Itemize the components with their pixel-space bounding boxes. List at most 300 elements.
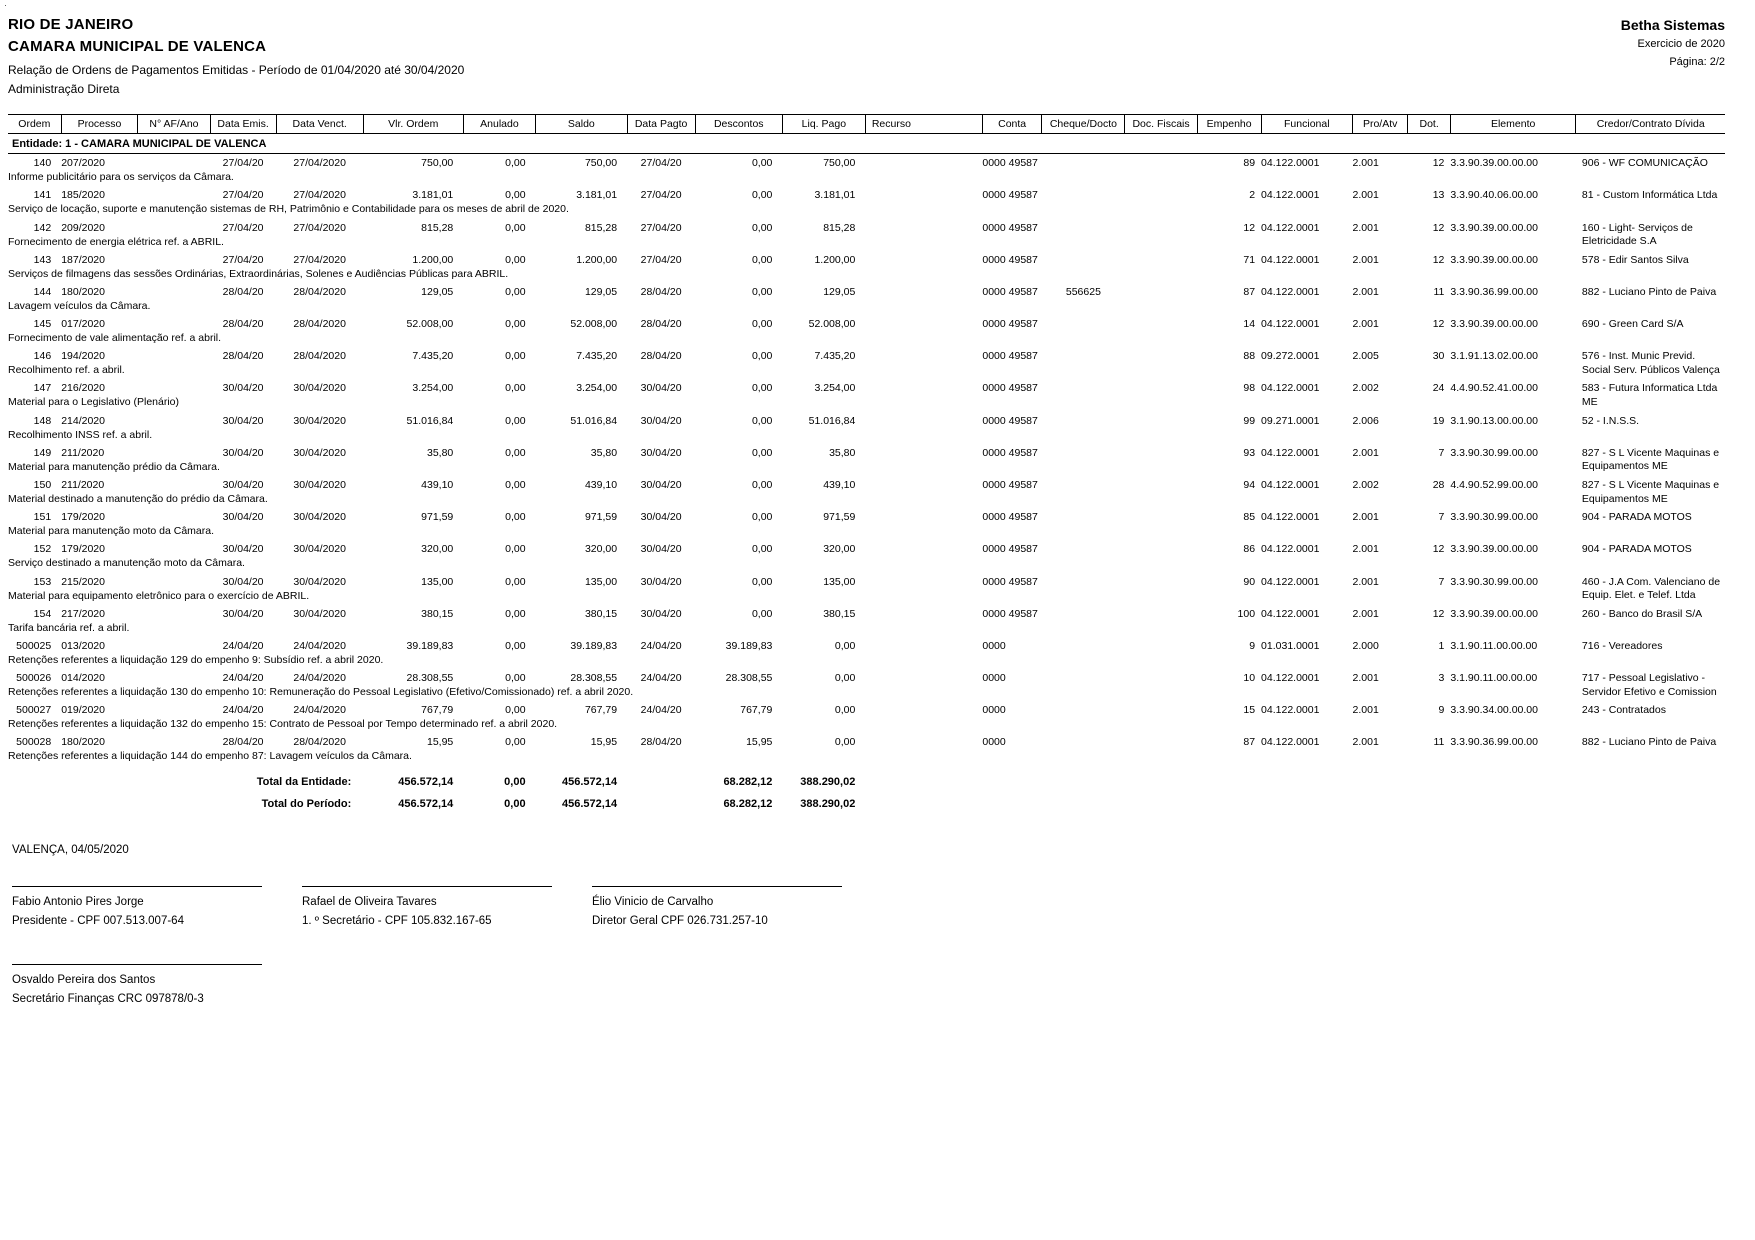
- cell-data-emis: 24/04/20: [222, 704, 264, 717]
- cell-data-venct: 30/04/2020: [293, 575, 346, 588]
- cell-ordem: 143: [33, 253, 52, 266]
- cell-elemento: 3.3.90.30.99.00.00: [1450, 575, 1538, 588]
- table-row: [8, 444, 1725, 459]
- cell-recurso: [865, 733, 982, 748]
- cell-historico: Recolhimento ref. a abril.: [8, 364, 125, 377]
- cell-historico: Material destinado a manutenção do prédio da Câmara.: [8, 493, 268, 505]
- cell-data-venct: 27/04/2020: [293, 189, 346, 202]
- cell-data-pagto: 30/04/20: [640, 479, 682, 491]
- cell-processo: 185/2020: [61, 189, 105, 202]
- cell-data-venct: 24/04/2020: [293, 704, 346, 717]
- cell-data-pagto: 27/04/20: [640, 189, 682, 202]
- cell-conta: 0000 49587: [982, 189, 1038, 202]
- cell-recurso: [865, 379, 982, 394]
- cell-ordem: 153: [33, 575, 52, 588]
- col-credor: Credor/Contrato Dívida: [1576, 115, 1725, 134]
- cell-empenho: 89: [1243, 157, 1256, 170]
- cell-liq-pago: 129,05: [823, 285, 856, 298]
- cell-processo: 014/2020: [61, 672, 105, 685]
- cell-ordem: 144: [33, 285, 52, 298]
- cell-credor: 716 - Vereadores: [1581, 639, 1663, 652]
- cell-descontos: 0,00: [751, 414, 773, 427]
- cell-credor: 827 - S L Vicente Maquinas e Equipamentos ME: [1581, 446, 1720, 473]
- cell-empenho: 86: [1243, 543, 1256, 556]
- cell-cheque-docto: [1042, 315, 1125, 330]
- cell-empenho: 94: [1243, 479, 1256, 491]
- cell-processo: 019/2020: [61, 704, 105, 717]
- col-dot: Dot.: [1408, 115, 1451, 134]
- cell-processo: 187/2020: [61, 253, 105, 266]
- cell-vlr-ordem: 51.016,84: [406, 414, 454, 427]
- brand-label: Betha Sistemas: [1620, 17, 1725, 33]
- totals-row: [8, 788, 1725, 810]
- table-row: [8, 733, 1725, 748]
- table-row-description: [8, 555, 1725, 572]
- cell-liq-pago: 7.435,20: [814, 350, 856, 363]
- cell-recurso: [865, 412, 982, 427]
- cell-empenho: 90: [1243, 575, 1256, 588]
- cell-ordem: 154: [33, 607, 52, 620]
- cell-processo: 211/2020: [61, 446, 105, 459]
- cell-recurso: [865, 637, 982, 652]
- col-liq-pago: Liq. Pago: [782, 115, 865, 134]
- cell-descontos: 0,00: [751, 511, 773, 524]
- cell-af-ano: [138, 283, 210, 298]
- cell-recurso: [865, 701, 982, 716]
- cell-saldo: 3.254,00: [576, 382, 618, 395]
- cell-af-ano: [138, 379, 210, 394]
- table-row: [8, 637, 1725, 652]
- cell-processo: 214/2020: [61, 414, 105, 427]
- cell-pro-atv: 2.005: [1352, 350, 1379, 363]
- cell-saldo: 35,80: [590, 446, 618, 459]
- cell-processo: 179/2020: [61, 511, 105, 524]
- cell-anulado: 0,00: [505, 414, 526, 427]
- cell-anulado: 0,00: [505, 704, 526, 717]
- cell-data-emis: 30/04/20: [222, 607, 264, 620]
- cell-cheque-docto: [1042, 476, 1125, 491]
- cell-elemento: 3.3.90.34.00.00.00: [1450, 704, 1538, 717]
- cell-doc-fiscais: [1125, 347, 1197, 362]
- cell-historico: Material para manutenção moto da Câmara.: [8, 525, 215, 538]
- cell-data-emis: 30/04/20: [222, 382, 264, 395]
- cell-anulado: 0,00: [505, 736, 526, 749]
- cell-elemento: 3.3.90.39.00.00.00: [1450, 253, 1538, 266]
- table-row-description: [8, 588, 1725, 605]
- cell-pro-atv: 2.001: [1352, 672, 1379, 685]
- table-row-description: [8, 620, 1725, 637]
- cell-data-pagto: 24/04/20: [640, 672, 682, 685]
- cell-data-venct: 30/04/2020: [293, 446, 346, 459]
- cell-conta: 0000: [982, 704, 1006, 717]
- cell-ordem: 145: [33, 318, 52, 331]
- cell-ordem: 151: [33, 511, 52, 524]
- cell-data-emis: 28/04/20: [222, 736, 264, 749]
- cell-funcional: 04.122.0001: [1261, 318, 1320, 331]
- cell-vlr-ordem: 1.200,00: [412, 253, 454, 266]
- cell-credor: 578 - Edir Santos Silva: [1581, 253, 1689, 266]
- cell-anulado: 0,00: [505, 253, 526, 266]
- cell-ordem: 147: [33, 382, 52, 395]
- cell-vlr-ordem: 7.435,20: [412, 350, 454, 363]
- table-row: [8, 412, 1725, 427]
- cell-funcional: 04.122.0001: [1261, 221, 1320, 234]
- table-row: [8, 476, 1725, 491]
- signature-name: Osvaldo Pereira dos Santos: [12, 973, 156, 986]
- signature-role: Secretário Finanças CRC 097878/0-3: [12, 993, 204, 1006]
- cell-anulado: 0,00: [505, 575, 526, 588]
- cell-pro-atv: 2.001: [1352, 511, 1379, 524]
- cell-data-venct: 28/04/2020: [293, 285, 346, 298]
- cell-pro-atv: 2.002: [1352, 382, 1379, 395]
- cell-af-ano: [138, 637, 210, 652]
- cell-funcional: 04.122.0001: [1261, 543, 1320, 556]
- cell-credor: 260 - Banco do Brasil S/A: [1581, 607, 1703, 620]
- cell-pro-atv: 2.001: [1352, 285, 1379, 298]
- cell-af-ano: [138, 573, 210, 588]
- cell-empenho: 85: [1243, 511, 1256, 524]
- table-row-description: [8, 266, 1725, 283]
- cell-af-ano: [138, 186, 210, 201]
- cell-data-venct: 30/04/2020: [293, 382, 346, 395]
- cell-cheque-docto: [1042, 733, 1125, 748]
- cell-liq-pago: 51.016,84: [808, 414, 856, 427]
- cell-doc-fiscais: [1125, 219, 1197, 234]
- cell-descontos: 0,00: [751, 189, 773, 202]
- cell-data-pagto: 28/04/20: [640, 350, 682, 363]
- cell-dot: 12: [1432, 607, 1445, 620]
- cell-pro-atv: 2.001: [1352, 318, 1379, 331]
- cell-funcional: 04.122.0001: [1261, 736, 1320, 749]
- cell-elemento: 3.3.90.39.00.00.00: [1450, 607, 1538, 620]
- cell-historico: Retenções referentes a liquidação 129 do empenho 9: Subsídio ref. a abril 2020.: [8, 653, 384, 666]
- cell-anulado: 0,00: [505, 446, 526, 459]
- cell-data-venct: 28/04/2020: [293, 318, 346, 331]
- cell-anulado: 0,00: [505, 639, 526, 652]
- header-left: [8, 14, 464, 98]
- col-empenho: Empenho: [1197, 115, 1261, 134]
- cell-conta: 0000 49587: [982, 607, 1038, 620]
- cell-cheque-docto: 556625: [1065, 285, 1101, 298]
- cell-liq-pago: 971,59: [823, 511, 856, 524]
- cell-historico: Recolhimento INSS ref. a abril.: [8, 428, 153, 441]
- cell-dot: 12: [1432, 221, 1445, 234]
- cell-ordem: 140: [33, 157, 52, 170]
- cell-cheque-docto: [1042, 508, 1125, 523]
- cell-doc-fiscais: [1125, 154, 1197, 170]
- cell-descontos: 28.308,55: [725, 672, 773, 685]
- cell-liq-pago: 1.200,00: [814, 253, 856, 266]
- cell-pro-atv: 2.006: [1352, 414, 1379, 427]
- cell-elemento: 3.3.90.30.99.00.00: [1450, 446, 1538, 459]
- table-row-description: [8, 234, 1725, 251]
- cell-saldo: 767,79: [584, 704, 618, 717]
- cell-historico: Lavagem veículos da Câmara.: [8, 299, 151, 312]
- cell-anulado: 0,00: [505, 221, 526, 234]
- col-pro-atv: Pro/Atv: [1353, 115, 1408, 134]
- cell-empenho: 9: [1249, 639, 1256, 652]
- table-row-description: [8, 362, 1725, 379]
- cell-pro-atv: 2.002: [1352, 479, 1379, 491]
- cell-doc-fiscais: [1125, 605, 1197, 620]
- cell-descontos: 0,00: [751, 446, 773, 459]
- cell-elemento: 3.1.90.13.00.00.00: [1450, 414, 1538, 427]
- cell-doc-fiscais: [1125, 540, 1197, 555]
- cell-liq-pago: 380,15: [823, 607, 856, 620]
- cell-saldo: 135,00: [584, 575, 618, 588]
- cell-conta: 0000 49587: [982, 318, 1038, 331]
- signature-block: [302, 886, 582, 932]
- totals-row: [8, 766, 1725, 788]
- cell-conta: 0000 49587: [982, 414, 1038, 427]
- cell-processo: 216/2020: [61, 382, 105, 395]
- cell-anulado: 0,00: [505, 318, 526, 331]
- cell-conta: 0000: [982, 639, 1006, 652]
- cell-liq-pago: 439,10: [823, 479, 856, 491]
- cell-empenho: 100: [1237, 607, 1256, 620]
- cell-conta: 0000 49587: [982, 543, 1038, 556]
- cell-recurso: [865, 251, 982, 266]
- cell-data-emis: 27/04/20: [222, 157, 264, 170]
- cell-historico: Fornecimento de energia elétrica ref. a ABRIL.: [8, 235, 224, 248]
- cell-vlr-ordem: 3.254,00: [412, 382, 454, 395]
- cell-af-ano: [138, 251, 210, 266]
- cell-dot: 1: [1438, 639, 1445, 652]
- cell-cheque-docto: [1042, 573, 1125, 588]
- cell-elemento: 3.1.90.11.00.00.00: [1450, 672, 1538, 685]
- cell-af-ano: [138, 669, 210, 684]
- cell-recurso: [865, 444, 982, 459]
- cell-pro-atv: 2.001: [1352, 189, 1379, 202]
- cell-credor: 906 - WF COMUNICAÇÃO: [1581, 157, 1708, 170]
- col-cheque-docto: Cheque/Docto: [1042, 115, 1125, 134]
- table-row-description: [8, 298, 1725, 315]
- report-subtitle: Relação de Ordens de Pagamentos Emitidas - Período de 01/04/2020 até 30/04/2020: [8, 62, 465, 77]
- cell-vlr-ordem: 52.008,00: [406, 318, 454, 331]
- cell-pro-atv: 2.001: [1352, 575, 1379, 588]
- cell-anulado: 0,00: [505, 189, 526, 202]
- cell-credor: 904 - PARADA MOTOS: [1581, 543, 1692, 556]
- cell-af-ano: [138, 154, 210, 170]
- table-row: [8, 701, 1725, 716]
- col-descontos: Descontos: [695, 115, 782, 134]
- cell-cheque-docto: [1042, 219, 1125, 234]
- cell-af-ano: [138, 605, 210, 620]
- cell-anulado: 0,00: [505, 511, 526, 524]
- cell-saldo: 39.189,83: [570, 639, 618, 652]
- cell-anulado: 0,00: [505, 672, 526, 685]
- cell-funcional: 04.122.0001: [1261, 446, 1320, 459]
- cell-liq-pago: 750,00: [823, 157, 856, 170]
- cell-credor: 160 - Light- Serviços de Eletricidade S.A: [1581, 221, 1693, 248]
- col-doc-fiscais: Doc. Fiscais: [1125, 115, 1197, 134]
- cell-data-pagto: 30/04/20: [640, 511, 682, 524]
- cell-elemento: 3.3.90.39.00.00.00: [1450, 157, 1538, 170]
- table-row: [8, 573, 1725, 588]
- table-header-row: [8, 115, 1725, 134]
- totals-label: Total da Entidade:: [256, 775, 352, 788]
- col-vlr-ordem: Vlr. Ordem: [363, 115, 463, 134]
- cell-data-pagto: 27/04/20: [640, 253, 682, 266]
- table-row-description: [8, 201, 1725, 218]
- cell-processo: 217/2020: [61, 607, 105, 620]
- signature-role: Diretor Geral CPF 026.731.257-10: [592, 915, 768, 928]
- cell-ordem: 149: [33, 446, 52, 459]
- cell-af-ano: [138, 733, 210, 748]
- cell-data-venct: 30/04/2020: [293, 414, 346, 427]
- signature-row-secondary: [12, 964, 1725, 1010]
- signature-block: [12, 964, 292, 1010]
- cell-liq-pago: 815,28: [823, 221, 856, 234]
- cell-processo: 207/2020: [61, 157, 105, 170]
- cell-anulado: 0,00: [505, 607, 526, 620]
- totals-anulado: 0,00: [504, 797, 526, 810]
- cell-data-venct: 30/04/2020: [293, 607, 346, 620]
- cell-af-ano: [138, 412, 210, 427]
- cell-pro-atv: 2.001: [1352, 221, 1379, 234]
- table-row: [8, 540, 1725, 555]
- cell-funcional: 04.122.0001: [1261, 189, 1320, 202]
- cell-data-venct: 27/04/2020: [293, 157, 346, 170]
- cell-data-pagto: 24/04/20: [640, 639, 682, 652]
- cell-cheque-docto: [1042, 186, 1125, 201]
- cell-processo: 017/2020: [61, 318, 105, 331]
- signature-role: 1. º Secretário - CPF 105.832.167-65: [302, 915, 492, 928]
- cell-data-pagto: 27/04/20: [640, 157, 682, 170]
- cell-descontos: 0,00: [751, 479, 773, 491]
- cell-saldo: 815,28: [584, 221, 618, 234]
- cell-funcional: 04.122.0001: [1261, 511, 1320, 524]
- cell-funcional: 04.122.0001: [1261, 253, 1320, 266]
- cell-ordem: 141: [33, 189, 52, 202]
- cell-ordem: 146: [33, 350, 52, 363]
- cell-anulado: 0,00: [505, 479, 526, 491]
- cell-credor: 690 - Green Card S/A: [1581, 318, 1684, 331]
- table-row: [8, 669, 1725, 684]
- cell-ordem: 500026: [16, 672, 52, 685]
- cell-empenho: 98: [1243, 382, 1256, 395]
- cell-vlr-ordem: 380,15: [421, 607, 454, 620]
- cell-conta: 0000 49587: [982, 157, 1038, 170]
- cell-dot: 7: [1438, 511, 1445, 524]
- cell-descontos: 0,00: [751, 221, 773, 234]
- cell-saldo: 971,59: [584, 511, 618, 524]
- signature-line: [592, 886, 842, 888]
- report-footer: [8, 844, 1725, 1010]
- page-corner-tick: ·: [4, 0, 7, 10]
- col-processo: Processo: [61, 115, 138, 134]
- cell-conta: 0000 49587: [982, 479, 1038, 491]
- table-row: [8, 508, 1725, 523]
- signature-row-primary: [12, 886, 1725, 932]
- totals-vlr-ordem: 456.572,14: [398, 797, 454, 810]
- signature-block: [12, 886, 292, 932]
- cell-data-emis: 30/04/20: [222, 414, 264, 427]
- table-row-description: [8, 523, 1725, 540]
- col-funcional: Funcional: [1261, 115, 1352, 134]
- cell-data-emis: 30/04/20: [222, 543, 264, 556]
- totals-descontos: 68.282,12: [723, 775, 773, 788]
- cell-ordem: 148: [33, 414, 52, 427]
- cell-historico: Serviço de locação, suporte e manutenção sistemas de RH, Patrimônio e Contabilidade para os meses de abril de 2020.: [8, 203, 569, 216]
- cell-data-emis: 30/04/20: [222, 446, 264, 459]
- signature-name: Élio Vinicio de Carvalho: [592, 895, 714, 908]
- cell-elemento: 3.3.90.36.99.00.00: [1450, 285, 1538, 298]
- totals-saldo: 456.572,14: [562, 775, 618, 788]
- cell-pro-atv: 2.001: [1352, 157, 1379, 170]
- cell-ordem: 500025: [16, 639, 52, 652]
- cell-data-emis: 28/04/20: [222, 350, 264, 363]
- signature-line: [302, 886, 552, 888]
- cell-empenho: 88: [1243, 350, 1256, 363]
- table-row: [8, 315, 1725, 330]
- table-row-description: [8, 491, 1725, 508]
- cell-historico: Material para manutenção prédio da Câmara.: [8, 460, 220, 473]
- cell-doc-fiscais: [1125, 412, 1197, 427]
- cell-af-ano: [138, 219, 210, 234]
- cell-recurso: [865, 669, 982, 684]
- signature-name: Fabio Antonio Pires Jorge: [12, 895, 144, 908]
- signature-name: Rafael de Oliveira Tavares: [302, 895, 437, 908]
- cell-empenho: 2: [1249, 189, 1256, 202]
- cell-empenho: 87: [1243, 285, 1256, 298]
- cell-credor: 576 - Inst. Munic Previd. Social Serv. Públicos Valença: [1581, 350, 1720, 376]
- col-data-emis: Data Emis.: [210, 115, 276, 134]
- cell-elemento: 3.1.91.13.02.00.00: [1450, 350, 1538, 363]
- cell-cheque-docto: [1042, 412, 1125, 427]
- place-date: VALENÇA, 04/05/2020: [12, 843, 129, 856]
- table-row: [8, 251, 1725, 266]
- cell-doc-fiscais: [1125, 637, 1197, 652]
- cell-ordem: 152: [33, 543, 52, 556]
- cell-vlr-ordem: 35,80: [426, 446, 454, 459]
- cell-doc-fiscais: [1125, 444, 1197, 459]
- cell-vlr-ordem: 3.181,01: [412, 189, 454, 202]
- cell-saldo: 7.435,20: [576, 350, 618, 363]
- cell-empenho: 12: [1243, 221, 1256, 234]
- cell-cheque-docto: [1042, 540, 1125, 555]
- cell-descontos: 0,00: [751, 350, 773, 363]
- cell-credor: 882 - Luciano Pinto de Paiva: [1581, 285, 1717, 298]
- cell-data-emis: 27/04/20: [222, 189, 264, 202]
- cell-funcional: 04.122.0001: [1261, 285, 1320, 298]
- totals-spacer: [627, 788, 695, 810]
- cell-credor: 904 - PARADA MOTOS: [1581, 511, 1692, 524]
- cell-elemento: 3.3.90.39.00.00.00: [1450, 318, 1538, 331]
- table-row-description: [8, 459, 1725, 476]
- cell-pro-atv: 2.000: [1352, 639, 1379, 652]
- cell-dot: 28: [1432, 479, 1445, 491]
- cell-liq-pago: 3.254,00: [814, 382, 856, 395]
- cell-saldo: 439,10: [584, 479, 618, 491]
- cell-funcional: 09.271.0001: [1261, 414, 1320, 427]
- cell-recurso: [865, 154, 982, 170]
- cell-cheque-docto: [1042, 669, 1125, 684]
- cell-historico: Serviço destinado a manutenção moto da Câmara.: [8, 557, 245, 570]
- table-row-description: [8, 169, 1725, 186]
- col-data-venct: Data Venct.: [276, 115, 363, 134]
- cell-recurso: [865, 605, 982, 620]
- cell-historico: Material para o Legislativo (Plenário): [8, 396, 179, 409]
- cell-elemento: 4.4.90.52.99.00.00: [1450, 479, 1538, 491]
- cell-dot: 19: [1432, 414, 1445, 427]
- cell-recurso: [865, 219, 982, 234]
- totals-liq-pago: 388.290,02: [800, 797, 856, 810]
- cell-saldo: 320,00: [584, 543, 618, 556]
- cell-pro-atv: 2.001: [1352, 446, 1379, 459]
- entity-group-row: [8, 134, 1725, 154]
- cell-pro-atv: 2.001: [1352, 543, 1379, 556]
